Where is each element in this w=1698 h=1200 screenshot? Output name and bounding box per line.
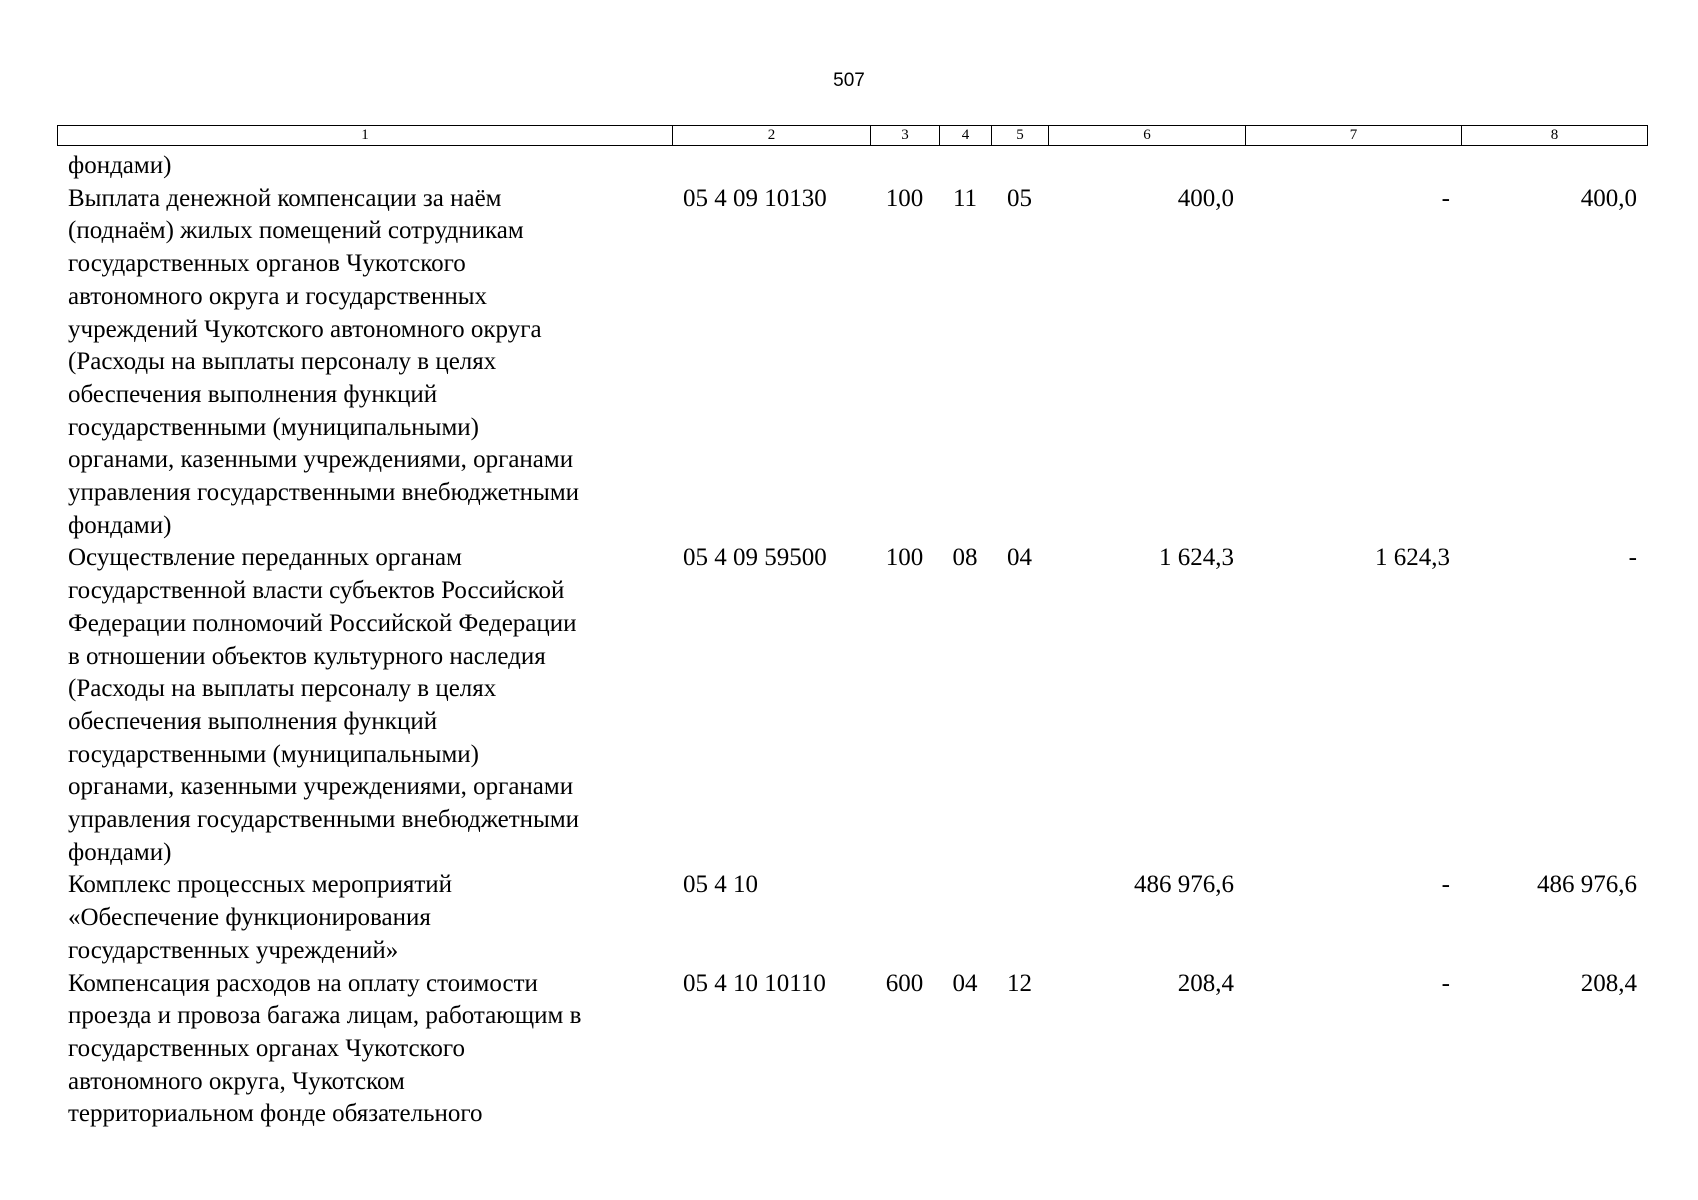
amount-col8-cell: 486 976,6 — [1537, 871, 1637, 899]
section-cell: 04 — [952, 969, 978, 997]
column-header-4: 4 — [940, 126, 992, 145]
section-cell — [939, 150, 991, 183]
column-header-5: 5 — [992, 126, 1049, 145]
table-row — [57, 869, 1648, 967]
section-cell — [939, 869, 991, 967]
subsection-cell — [991, 869, 1048, 967]
expense-type-cell: 600 — [885, 969, 924, 997]
section-cell: 08 — [952, 544, 978, 572]
amount-col6-cell: 208,4 — [1177, 969, 1234, 997]
subsection-cell: 05 — [1007, 184, 1032, 212]
row-name-cell: Выплата денежной компенсации за наём (поднаём) жилых помещений сотрудникам государственных органов Чукотского автономного округа и государственных учреждений Чукотского автономного округа (Расходы на выплаты персоналу в целях обеспечения выполнения функций государственными (муниципальными) органами, казенными учреждениями, органами управления государственными внебюджетными фондами) — [68, 184, 580, 539]
expense-type-cell: 100 — [885, 544, 924, 572]
column-header-2: 2 — [673, 126, 871, 145]
target-article-code-cell — [672, 150, 870, 183]
subsection-cell — [991, 150, 1048, 183]
amount-col8-cell: 400,0 — [1580, 184, 1637, 212]
table-row — [57, 968, 1648, 1132]
expense-type-cell — [870, 150, 939, 183]
target-article-code-cell: 05 4 10 — [683, 871, 758, 899]
table-row — [57, 183, 1648, 543]
row-name-cell: Осуществление переданных органам государственной власти субъектов Российской Федерации полномочий Российской Федерации в отношении объектов культурного наследия (Расходы на выплаты персоналу в целях обеспечения выполнения функций государственными (муниципальными) органами, казенными учреждениями, органами управления государственными внебюджетными фондами) — [68, 544, 580, 866]
amount-col8-cell: 208,4 — [1580, 969, 1637, 997]
amount-col7-cell: - — [1441, 184, 1450, 212]
amount-col7-cell: - — [1441, 871, 1450, 899]
amount-col6-cell: 486 976,6 — [1134, 871, 1234, 899]
row-name-cell: фондами) — [68, 152, 172, 179]
expense-type-cell — [870, 869, 939, 967]
amount-col6-cell: 400,0 — [1177, 184, 1234, 212]
expense-type-cell: 100 — [885, 184, 924, 212]
row-name-cell: Комплекс процессных мероприятий «Обеспечение функционирования государственных учреждений» — [68, 871, 453, 964]
amount-col8-cell: - — [1628, 544, 1637, 572]
table-row — [57, 150, 1648, 183]
target-article-code-cell: 05 4 09 10130 — [683, 184, 827, 212]
budget-table-body — [57, 150, 1648, 1131]
amount-col8-cell — [1461, 150, 1648, 183]
column-header-8: 8 — [1550, 127, 1559, 143]
target-article-code-cell: 05 4 10 10110 — [683, 969, 826, 997]
target-article-code-cell: 05 4 09 59500 — [683, 544, 827, 572]
amount-col7-cell: 1 624,3 — [1375, 544, 1450, 572]
amount-col7-cell: - — [1441, 969, 1450, 997]
subsection-cell: 04 — [1007, 544, 1032, 572]
amount-col7-cell — [1245, 150, 1461, 183]
page-number: 507 — [833, 70, 865, 91]
table-row — [57, 542, 1648, 869]
column-header-7: 7 — [1246, 126, 1462, 145]
subsection-cell: 12 — [1007, 969, 1032, 997]
column-header-6: 6 — [1049, 126, 1246, 145]
amount-col6-cell — [1048, 150, 1245, 183]
section-cell: 11 — [952, 184, 978, 212]
column-header-3: 3 — [871, 126, 940, 145]
column-header-1: 1 — [58, 126, 673, 145]
row-name-cell: Компенсация расходов на оплату стоимости проезда и провоза багажа лицам, работающим в государственных органах Чукотского автономного округа, Чукотском территориальном фонде обязательного — [68, 969, 582, 1128]
amount-col6-cell: 1 624,3 — [1159, 544, 1234, 572]
table-column-header-row — [57, 125, 1648, 146]
